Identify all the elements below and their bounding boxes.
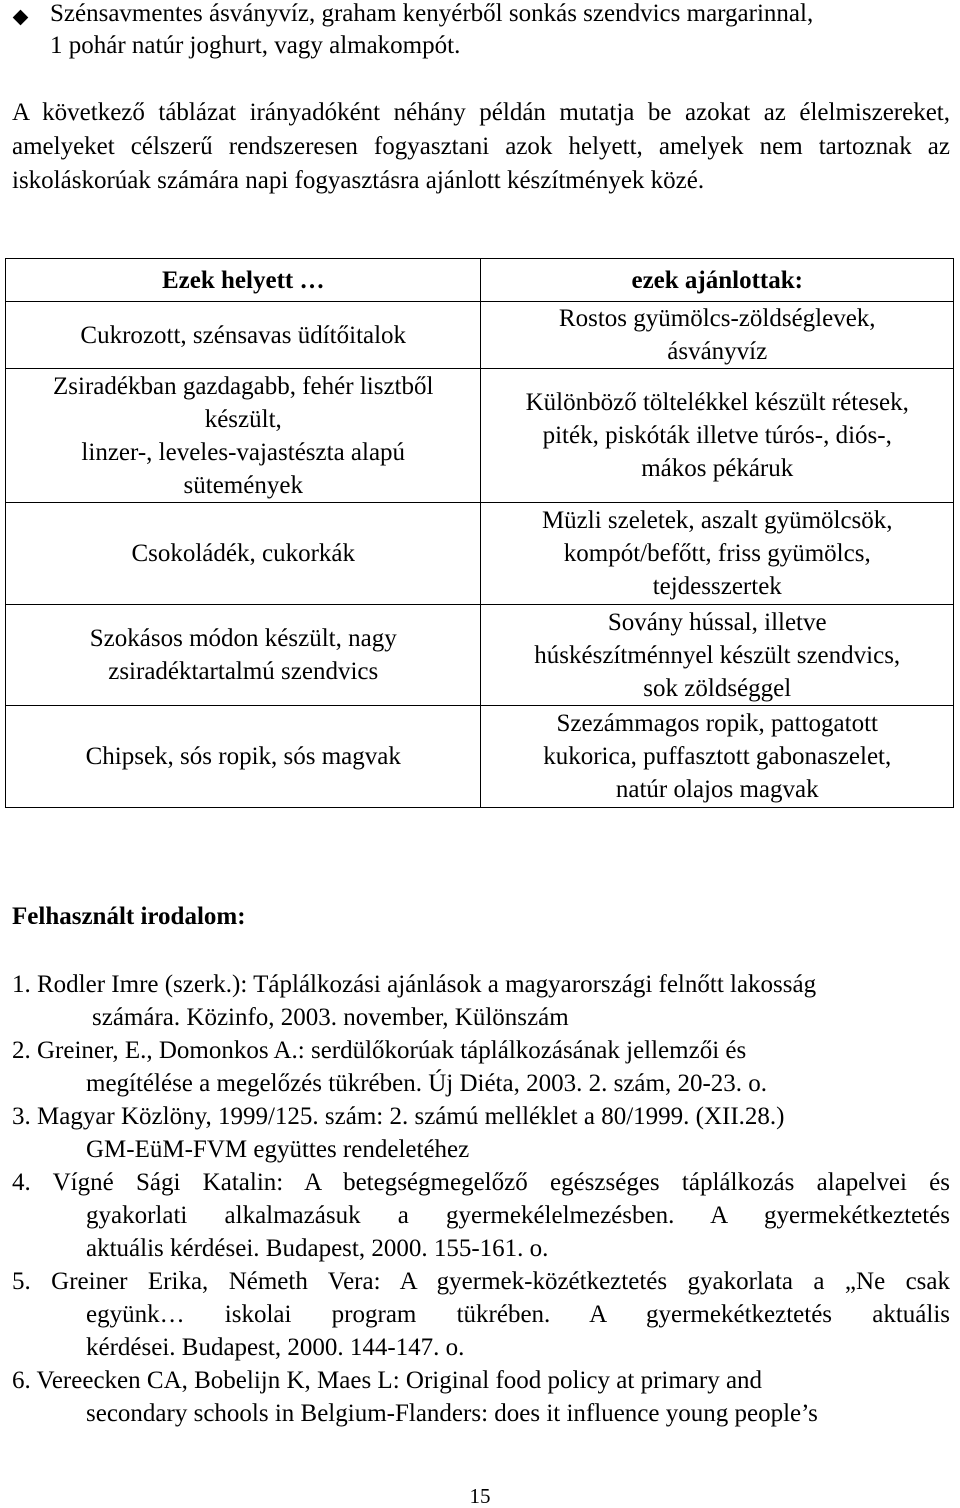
- cell-recommended: [481, 503, 954, 605]
- cell-line: tejdesszertek: [652, 573, 782, 600]
- cell-line: kompót/befőtt, friss gyümölcs,: [563, 540, 871, 567]
- reference-item: [12, 968, 950, 1034]
- cell-recommended: [481, 706, 954, 808]
- cell-line: Sovány hússal, illetve: [607, 608, 827, 636]
- cell-line: natúr olajos magvak: [615, 776, 819, 803]
- cell-line: Rostos gyümölcs-zöldséglevek,: [558, 305, 876, 332]
- cell-instead-of: [6, 706, 481, 808]
- food-substitution-table: [5, 258, 954, 808]
- cell-recommended: [481, 302, 954, 369]
- table-row: [6, 503, 954, 605]
- cell-line: sütemények: [183, 471, 303, 499]
- cell-recommended: [481, 369, 954, 503]
- cell-line: Szezámmagos ropik, pattogatott: [556, 710, 878, 737]
- cell-line: kukorica, puffasztott gabonaszelet,: [543, 743, 892, 770]
- reference-continuation: gyakorlati alkalmazásuk a gyermekélelmezésben. A gyermekétkeztetés: [86, 1202, 950, 1229]
- cell-line: sok zöldséggel: [643, 674, 792, 702]
- reference-line: 4. Vígné Sági Katalin: A betegségmegelőző egészséges táplálkozás alapelvei és: [12, 1169, 950, 1196]
- bullet-text-line-1: Szénsavmentes ásványvíz, graham kenyérből sonkás szendvics margarinnal,: [50, 0, 814, 27]
- cell-line: készült,: [204, 405, 282, 433]
- references-list: [12, 968, 950, 1430]
- reference-line: 3. Magyar Közlöny, 1999/125. szám: 2. számú melléklet a 80/1999. (XII.28.): [12, 1103, 785, 1130]
- cell-line: Zsiradékban gazdagabb, fehér lisztből: [53, 372, 434, 400]
- cell-recommended: [481, 605, 954, 706]
- cell-instead-of: [6, 369, 481, 503]
- cell-instead-of: [6, 302, 481, 369]
- cell-line: zsiradéktartalmú szendvics: [108, 658, 379, 685]
- reference-item: [12, 1034, 950, 1100]
- reference-item: [12, 1364, 950, 1430]
- reference-continuation: együnk… iskolai program tükrében. A gyermekétkeztetés aktuális: [86, 1301, 950, 1328]
- table-row: [6, 369, 954, 503]
- cell-line: Csokoládék, cukorkák: [131, 540, 356, 567]
- diamond-bullet-icon: [13, 10, 29, 26]
- reference-line: 1. Rodler Imre (szerk.): Táplálkozási ajánlások a magyarországi felnőtt lakosság: [12, 971, 817, 998]
- cell-line: Szokásos módon készült, nagy: [89, 625, 397, 652]
- header-instead-of: Ezek helyett …: [6, 259, 481, 302]
- reference-continuation: megítélése a megelőzés tükrében. Új Diéta, 2003. 2. szám, 20-23. o.: [86, 1070, 768, 1097]
- table-row: [6, 605, 954, 706]
- reference-line: 2. Greiner, E., Domonkos A.: serdülőkorúak táplálkozásának jellemzői és: [12, 1037, 747, 1064]
- reference-item: [12, 1166, 950, 1265]
- reference-continuation: kérdései. Budapest, 2000. 144-147. o.: [86, 1334, 465, 1361]
- cell-line: Chipsek, sós ropik, sós magvak: [85, 743, 401, 770]
- cell-line: piték, piskóták illetve túrós-, diós-,: [542, 422, 892, 449]
- reference-item: [12, 1100, 950, 1166]
- page-number: 15: [469, 1484, 491, 1508]
- table-row: [6, 302, 954, 369]
- table-row: [6, 706, 954, 808]
- reference-continuation: secondary schools in Belgium-Flanders: does it influence young people’s: [86, 1400, 818, 1427]
- cell-instead-of: [6, 605, 481, 706]
- cell-instead-of: [6, 503, 481, 605]
- cell-line: ásványvíz: [667, 338, 768, 365]
- reference-item: [12, 1265, 950, 1364]
- header-recommended: ezek ajánlottak:: [481, 259, 954, 302]
- reference-continuation: GM-EüM-FVM együttes rendeletéhez: [86, 1136, 470, 1163]
- intro-paragraph: A következő táblázat irányadóként néhány példán mutatja be azokat az élelmiszereket, amelyeket célszerű rendszeresen fogyasztani azok helyett, amelyek nem tartoznak az iskoláskorúak számára napi fogyasztásra ajánlott készítmények közé.: [12, 99, 950, 194]
- cell-line: Müzli szeletek, aszalt gyümölcsök,: [541, 507, 893, 534]
- reference-line: 6. Vereecken CA, Bobelijn K, Maes L: Original food policy at primary and: [12, 1367, 763, 1394]
- bullet-text-line-2: 1 pohár natúr joghurt, vagy almakompót.: [50, 32, 461, 59]
- references-heading: Felhasznált irodalom:: [12, 903, 246, 930]
- cell-line: Különböző töltelékkel készült rétesek,: [525, 389, 909, 416]
- cell-line: mákos pékáruk: [641, 455, 794, 482]
- reference-continuation: aktuális kérdései. Budapest, 2000. 155-161. o.: [86, 1235, 549, 1262]
- cell-line: Cukrozott, szénsavas üdítőitalok: [80, 321, 407, 349]
- reference-line: 5. Greiner Erika, Németh Vera: A gyermek-közétkeztetés gyakorlata a „Ne csak: [12, 1268, 950, 1295]
- cell-line: húskészítménnyel készült szendvics,: [534, 641, 901, 669]
- table-header-row: [6, 259, 954, 302]
- reference-continuation: számára. Közinfo, 2003. november, Különszám: [92, 1004, 569, 1031]
- cell-line: linzer-, leveles-vajastészta alapú: [81, 438, 406, 466]
